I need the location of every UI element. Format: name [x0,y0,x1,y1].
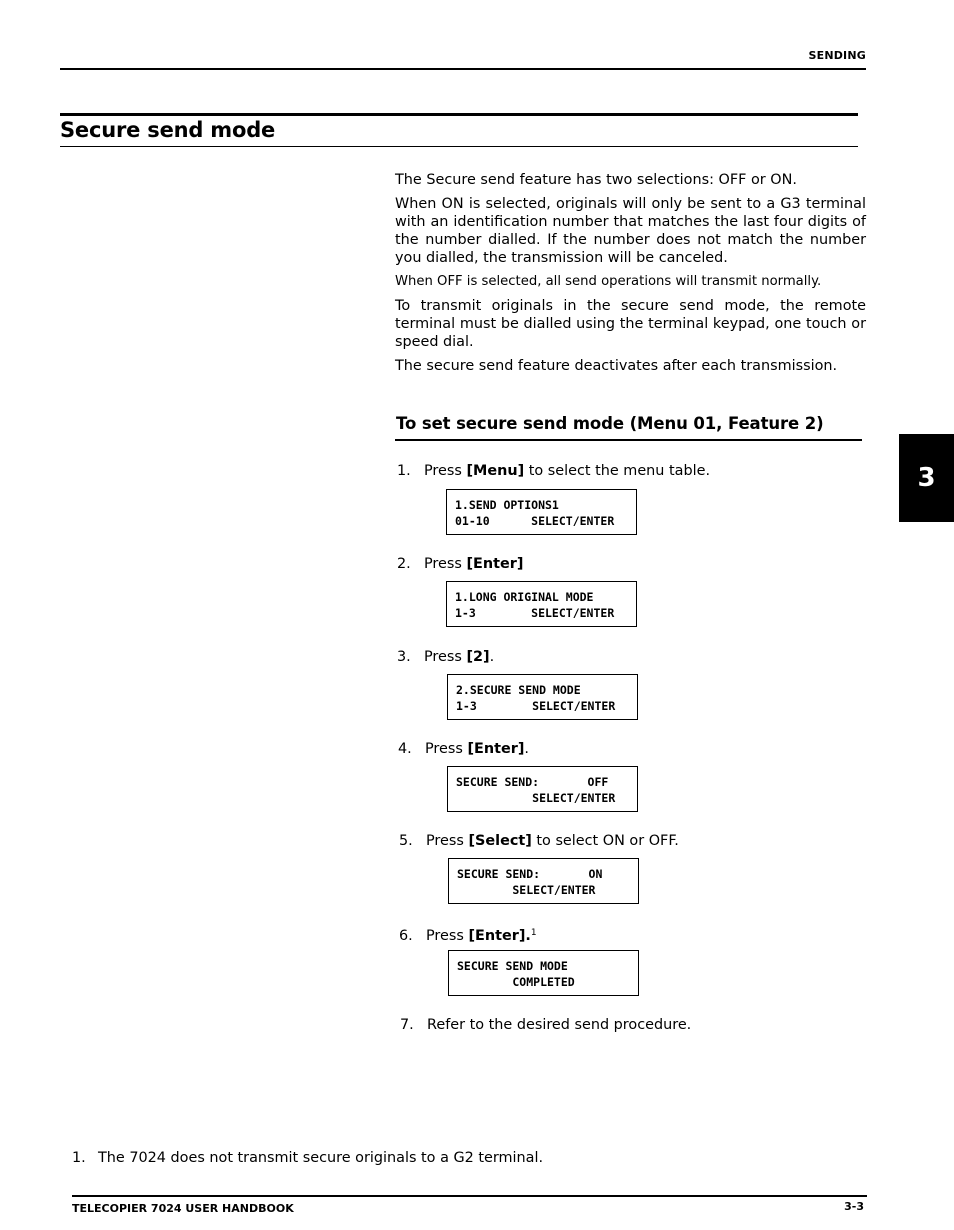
lcd-display [448,858,639,904]
procedure-heading-rule [395,439,862,441]
step-text: . [489,649,495,665]
lcd-display [446,581,637,627]
step-key: [Select] [468,833,532,849]
step-5 [399,832,679,850]
step-text: Press [424,649,467,665]
procedure-heading: To set secure send mode (Menu 01, Feature 2) [396,414,824,433]
page-number: 3-3 [844,1200,864,1213]
lcd-line: 1-3 SELECT/ENTER [456,699,616,713]
intro-paragraph: The Secure send feature has two selections: OFF or ON. [395,172,797,188]
step-text: Press [424,556,467,572]
footer-title: TELECOPIER 7024 USER HANDBOOK [72,1202,294,1215]
lcd-line: SECURE SEND: OFF [456,775,609,789]
footer-rule [72,1195,867,1197]
lcd-line: 1.SEND OPTIONS1 [455,498,559,512]
step-key: [2] [466,649,490,665]
step-number: 5. [399,833,413,849]
lcd-line: SECURE SEND MODE [457,959,568,973]
step-key: [Enter] [467,741,525,757]
title-top-rule [60,113,858,116]
step-7 [400,1016,691,1034]
intro-paragraph: When OFF is selected, all send operations will transmit normally. [395,274,822,289]
step-number: 1. [397,463,411,479]
lcd-line: COMPLETED [457,975,575,989]
step-key: [Menu] [466,463,525,479]
step-text: . [524,741,529,757]
intro-paragraph: When ON is selected, originals will only be sent to a G3 terminal with an identification number that matches the last four digits of the number dialled. If the number does not match the number you dialled, the transmission will be canceled. [395,196,866,266]
title-bottom-rule [60,146,858,147]
lcd-line: 1-3 SELECT/ENTER [455,606,615,620]
lcd-display [447,674,638,720]
step-6 [399,924,537,945]
step-number: 7. [400,1017,414,1033]
step-text: Press [426,928,469,944]
lcd-line: SELECT/ENTER [457,883,596,897]
lcd-display [446,489,637,535]
step-text: Refer to the desired send procedure. [427,1017,692,1033]
page-title: Secure send mode [60,118,276,142]
footnote-text: The 7024 does not transmit secure originals to a G2 terminal. [98,1150,544,1166]
intro-paragraph: The secure send feature deactivates after each transmission. [395,358,838,374]
step-key: [Enter] [466,556,524,572]
footnote-marker: 1 [530,928,537,938]
lcd-display [447,766,638,812]
step-text: Press [426,833,469,849]
intro-body [395,171,866,381]
step-number: 3. [397,649,411,665]
step-key: [Enter]. [468,928,531,944]
step-text: to select ON or OFF. [531,833,679,849]
lcd-display [448,950,639,996]
lcd-line: SECURE SEND: ON [457,867,603,881]
running-header: SENDING [808,49,866,62]
step-1 [397,462,710,480]
lcd-line: 01-10 SELECT/ENTER [455,514,615,528]
step-number: 2. [397,556,411,572]
lcd-line: SELECT/ENTER [456,791,616,805]
step-text: Press [425,741,468,757]
step-3 [397,648,494,666]
step-4 [398,740,529,758]
step-text: Press [424,463,467,479]
footnote [72,1150,543,1166]
lcd-line: 2.SECURE SEND MODE [456,683,581,697]
footnote-number: 1. [72,1150,86,1166]
step-2 [397,555,523,573]
chapter-tab: 3 [899,434,954,522]
step-number: 6. [399,928,413,944]
header-rule [60,68,866,70]
step-number: 4. [398,741,412,757]
intro-paragraph: To transmit originals in the secure send mode, the remote terminal must be dialled using the terminal keypad, one touch or speed dial. [395,298,866,350]
lcd-line: 1.LONG ORIGINAL MODE [455,590,594,604]
step-text: to select the menu table. [524,463,711,479]
